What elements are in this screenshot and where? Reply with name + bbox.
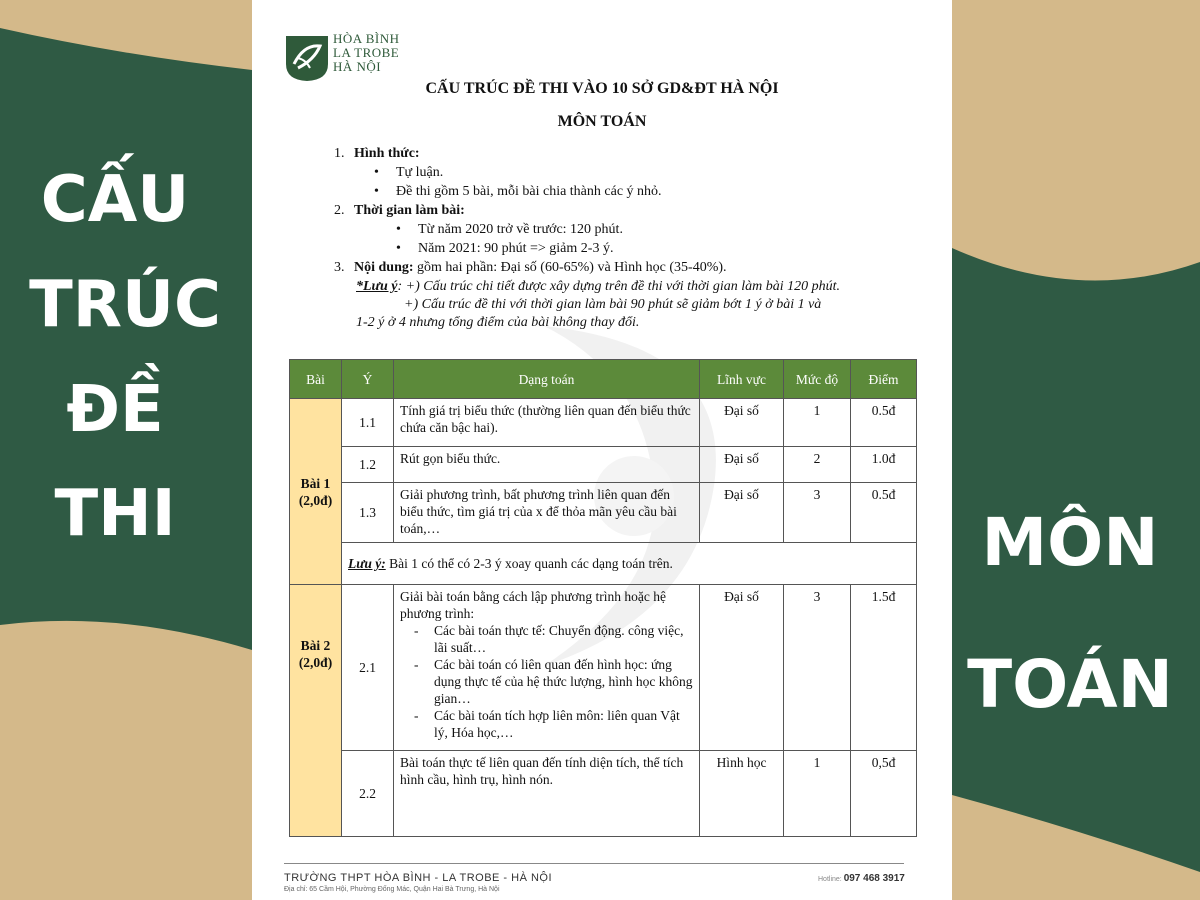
- left-word-3: ĐỀ: [66, 373, 164, 447]
- bullet-text: Năm 2021: 90 phút => giảm 2-3 ý.: [418, 241, 614, 256]
- table-row: [290, 751, 917, 837]
- list-item: • Đề thi gồm 5 bài, mỗi bài chia thành các ý nhỏ.: [374, 184, 662, 199]
- muc-do-cell: 2: [784, 447, 851, 483]
- logo-line-1: HÒA BÌNH: [333, 31, 400, 46]
- footer-hotline: [818, 873, 905, 884]
- note-line-3: 1-2 ý ở 4 nhưng tổng điểm của bài không thay đổi.: [356, 315, 640, 330]
- footer-divider: [284, 863, 904, 864]
- diem-cell: 0.5đ: [851, 483, 917, 543]
- linh-vuc-cell: Hình học: [700, 751, 784, 837]
- column-header: Ý: [342, 360, 394, 399]
- note-line-2: +) Cấu trúc đề thi với thời gian làm bài 90 phút sẽ giảm bớt 1 ý ở bài 1 và: [404, 297, 822, 312]
- dang-toan-cell: [394, 585, 700, 751]
- column-header: Dạng toán: [394, 360, 700, 399]
- y-cell: 2.1: [342, 585, 394, 751]
- section-heading: Hình thức:: [354, 146, 420, 161]
- column-header: Bài: [290, 360, 342, 399]
- list-item: - Các bài toán tích hợp liên môn: liên quan Vật lý, Hóa học,…: [414, 708, 680, 740]
- table-row: [290, 447, 917, 483]
- table-row: [290, 585, 917, 751]
- diem-cell: 0,5đ: [851, 751, 917, 837]
- diem-cell: 0.5đ: [851, 399, 917, 447]
- sub-text: Các bài toán thực tế: Chuyển động. công việc, lãi suất…: [434, 623, 684, 655]
- section-3-heading: [334, 259, 727, 277]
- muc-do-cell: 3: [784, 483, 851, 543]
- list-item: - Các bài toán thực tế: Chuyển động. công việc, lãi suất…: [414, 623, 684, 655]
- y-cell: 1.1: [342, 399, 394, 447]
- right-word-1: MÔN: [981, 504, 1159, 581]
- muc-do-cell: 1: [784, 399, 851, 447]
- table-row: [290, 543, 917, 585]
- bai-points: (2,0đ): [298, 492, 333, 508]
- left-word-4: THI: [54, 477, 176, 551]
- bai-2-cell: [290, 585, 342, 837]
- diem-cell: 1.0đ: [851, 447, 917, 483]
- logo-wordmark: [333, 32, 399, 74]
- bullet-text: Từ năm 2020 trở về trước: 120 phút.: [418, 222, 623, 237]
- note-text: Bài 1 có thể có 2-3 ý xoay quanh các dạng toán trên.: [385, 556, 673, 571]
- bai-name: Bài 1: [300, 475, 331, 491]
- bai-points: (2,0đ): [298, 655, 333, 670]
- column-header: Lĩnh vực: [700, 360, 784, 399]
- logo-line-3: HÀ NỘI: [333, 59, 382, 74]
- dang-toan-cell: Giải phương trình, bất phương trình liên quan đến biểu thức, tìm giá trị của x để thỏa mãn yêu cầu bài toán,…: [394, 483, 700, 543]
- left-word-2: TRÚC: [29, 268, 221, 342]
- diem-cell: 1.5đ: [851, 585, 917, 751]
- sub-text: Các bài toán có liên quan đến hình học: ứng dụng thực tế của hệ thức lượng, hình học không gian…: [434, 657, 693, 706]
- note-text: : +) Cấu trúc chi tiết được xây dựng trên đề thi với thời gian làm bài 120 phút.: [397, 279, 841, 294]
- sub-list: [400, 622, 693, 741]
- section-number: 1.: [334, 146, 345, 161]
- bai-1-cell: [290, 399, 342, 585]
- section-text: gồm hai phần: Đại số (60-65%) và Hình học (35-40%).: [413, 260, 727, 275]
- table-row: [290, 483, 917, 543]
- linh-vuc-cell: Đại số: [700, 483, 784, 543]
- column-header: Điểm: [851, 360, 917, 399]
- footer-school-name: TRƯỜNG THPT HÒA BÌNH - LA TROBE - HÀ NỘI: [284, 872, 553, 884]
- list-item: • Tự luận.: [374, 165, 444, 180]
- right-word-2: TOÁN: [967, 646, 1173, 723]
- hotline-number: 097 468 3917: [843, 873, 905, 884]
- list-item: • Năm 2021: 90 phút => giảm 2-3 ý.: [396, 241, 614, 256]
- table-header-row: [290, 360, 917, 399]
- bullet-text: Đề thi gồm 5 bài, mỗi bài chia thành các ý nhỏ.: [396, 184, 662, 199]
- section-number: 3.: [334, 260, 345, 275]
- dang-toan-cell: Rút gọn biểu thức.: [394, 447, 700, 483]
- bai-1-note-cell: [342, 543, 917, 585]
- note-label: Lưu ý:: [348, 556, 386, 571]
- footer-address: Địa chỉ: 65 Cầm Hội, Phường Đống Mác, Quận Hai Bà Trưng, Hà Nội: [284, 886, 500, 893]
- y-cell: 2.2: [342, 751, 394, 837]
- dang-toan-text: Giải bài toán bằng cách lập phương trình hoặc hệ phương trình:: [400, 589, 666, 621]
- muc-do-cell: 3: [784, 585, 851, 751]
- sub-text: Các bài toán tích hợp liên môn: liên quan Vật lý, Hóa học,…: [434, 708, 680, 740]
- y-cell: 1.3: [342, 483, 394, 543]
- note-line-1: [356, 278, 840, 296]
- linh-vuc-cell: Đại số: [700, 399, 784, 447]
- document-title: CẤU TRÚC ĐỀ THI VÀO 10 SỞ GD&ĐT HÀ NỘI: [425, 80, 779, 97]
- list-item: - Các bài toán có liên quan đến hình học: ứng dụng thực tế của hệ thức lượng, hình học không gian…: [414, 657, 693, 706]
- hoa-binh-leaf-logo-icon: [284, 34, 330, 82]
- y-cell: 1.2: [342, 447, 394, 483]
- list-item: • Từ năm 2020 trở về trước: 120 phút.: [396, 222, 623, 237]
- section-heading: Thời gian làm bài:: [354, 203, 465, 218]
- muc-do-cell: 1: [784, 751, 851, 837]
- linh-vuc-cell: Đại số: [700, 585, 784, 751]
- exam-structure-table: [289, 359, 917, 837]
- bullet-text: Tự luận.: [396, 165, 444, 180]
- table-row: [290, 399, 917, 447]
- dang-toan-cell: Tính giá trị biểu thức (thường liên quan đến biểu thức chứa căn bậc hai).: [394, 399, 700, 447]
- section-heading: Nội dung:: [354, 260, 414, 275]
- left-word-1: CẤU: [40, 163, 190, 237]
- document-subtitle: MÔN TOÁN: [557, 113, 647, 130]
- bai-name: Bài 2: [300, 638, 331, 653]
- document-page: [252, 0, 952, 900]
- logo-line-2: LA TROBE: [333, 45, 400, 60]
- hotline-label: Hotline:: [818, 876, 844, 883]
- linh-vuc-cell: Đại số: [700, 447, 784, 483]
- section-1-heading: [334, 145, 420, 163]
- column-header: Mức độ: [784, 360, 851, 399]
- note-label: *Lưu ý: [356, 279, 398, 294]
- section-number: 2.: [334, 203, 345, 218]
- dang-toan-cell: Bài toán thực tế liên quan đến tính diện tích, thể tích hình cầu, hình trụ, hình nón.: [394, 751, 700, 837]
- section-2-heading: [334, 202, 465, 220]
